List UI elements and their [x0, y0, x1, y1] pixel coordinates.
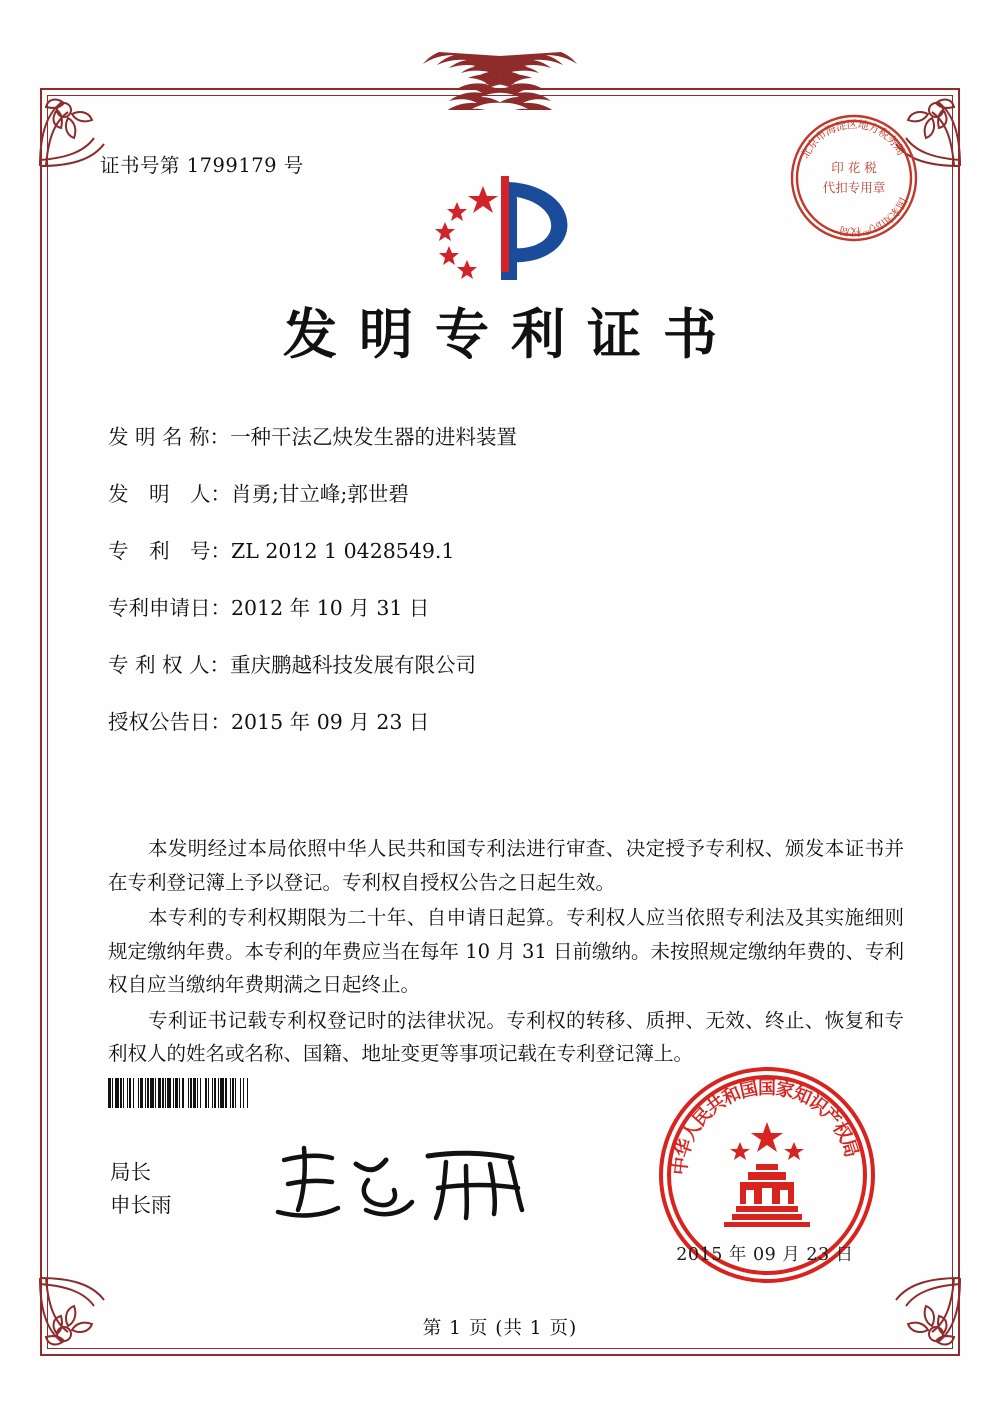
svg-text:区: 区: [846, 117, 858, 132]
field-inventors: [108, 477, 900, 507]
svg-text:人: 人: [678, 1118, 706, 1145]
svg-text:识: 识: [869, 217, 886, 235]
field-value: ZL 2012 1 0428549.1: [231, 539, 455, 563]
legal-text-block: [108, 832, 904, 1073]
sipo-logo-icon: [405, 168, 595, 288]
svg-text:方: 方: [866, 120, 882, 137]
barcode: [108, 1078, 380, 1108]
field-value: 肖勇;甘立峰;郭世碧: [231, 482, 409, 506]
field-grant-announcement-date: [108, 705, 900, 735]
svg-text:民: 民: [688, 1103, 717, 1131]
svg-text:权: 权: [850, 224, 862, 239]
svg-text:务: 务: [883, 132, 901, 150]
svg-text:税: 税: [875, 125, 893, 143]
paragraph-1: 本发明经过本局依照中华人民共和国专利法进行审查、决定授予专利权、颁发本证书并在专利登记簿上予以登记。专利权自授权公告之日起生效。: [108, 837, 904, 894]
field-label: 授权公告日：: [108, 710, 231, 734]
paragraph-3: 专利证书记载专利权登记时的法律状况。专利权的转移、质押、无效、终止、恢复和专利权人的姓名或名称、国籍、地址变更等事项记载在专利登记簿上。: [108, 1008, 904, 1066]
svg-text:和: 和: [719, 1082, 745, 1110]
svg-text:共: 共: [702, 1091, 730, 1119]
field-label: 专 利 号：: [108, 539, 231, 563]
field-label: 专 利 权 人：: [108, 653, 231, 677]
svg-text:国: 国: [738, 1078, 761, 1103]
svg-text:印 花 税: 印 花 税: [831, 160, 877, 175]
field-patentee: [108, 648, 900, 678]
svg-text:地: 地: [856, 117, 870, 133]
field-label: 发 明 名 称：: [108, 425, 231, 449]
top-ornament-icon: [290, 52, 710, 110]
svg-text:京: 京: [804, 135, 822, 153]
field-patent-number: [108, 534, 900, 564]
signature-block: [110, 1156, 172, 1222]
svg-text:知: 知: [878, 211, 896, 229]
svg-text:市: 市: [812, 127, 830, 145]
field-label: 专利申请日：: [108, 596, 231, 620]
seal-date: 2015 年 09 月 23 日: [676, 1245, 854, 1265]
field-invention-title: [108, 420, 900, 450]
field-value: 2012 年 10 月 31 日: [231, 596, 430, 620]
field-value: 重庆鹏越科技发展有限公司: [230, 653, 477, 677]
page-title: 发明专利证书: [283, 302, 739, 366]
svg-text:国: 国: [892, 195, 910, 212]
svg-text:权: 权: [828, 1118, 856, 1145]
svg-text:代扣专用章: 代扣专用章: [822, 180, 886, 195]
paragraph-2: 本专利的专利权期限为二十年、自申请日起算。专利权人应当依照专利法及其实施细则规定缴纳年费。本专利的年费应当在每年 10 月 31 日前缴纳。未按照规定缴纳年费的、专利权自应当缴纳年费期满之日起终止。: [108, 906, 904, 997]
handwritten-signature-icon: [270, 1140, 530, 1230]
director-name: 申长雨: [110, 1193, 172, 1218]
svg-text:产: 产: [860, 222, 874, 238]
director-role-label: 局长: [110, 1160, 151, 1184]
field-application-date: [108, 591, 900, 621]
svg-text:北: 北: [798, 144, 816, 161]
page-footer: 第 1 页 (共 1 页): [422, 1318, 578, 1339]
svg-text:家: 家: [773, 1078, 796, 1103]
field-value: 一种干法乙炔发生器的进料装置: [230, 425, 518, 449]
svg-text:知: 知: [789, 1082, 815, 1110]
svg-text:局: 局: [836, 1136, 863, 1161]
field-value: 2015 年 09 月 23 日: [231, 710, 430, 734]
tax-stamp-seal: [786, 110, 922, 246]
svg-text:产: 产: [817, 1103, 846, 1131]
svg-text:华: 华: [671, 1136, 698, 1161]
svg-text:家: 家: [886, 203, 904, 221]
svg-text:局: 局: [838, 223, 852, 239]
svg-text:识: 识: [804, 1091, 832, 1119]
svg-text:海: 海: [822, 121, 839, 139]
svg-text:国: 国: [758, 1078, 776, 1099]
svg-text:淀: 淀: [834, 118, 848, 134]
svg-text:中: 中: [669, 1155, 693, 1177]
svg-text:局: 局: [890, 141, 908, 158]
field-label: 发 明 人：: [108, 482, 231, 506]
field-list: [108, 420, 900, 762]
certificate-number: 证书号第 1799179 号: [100, 154, 304, 177]
